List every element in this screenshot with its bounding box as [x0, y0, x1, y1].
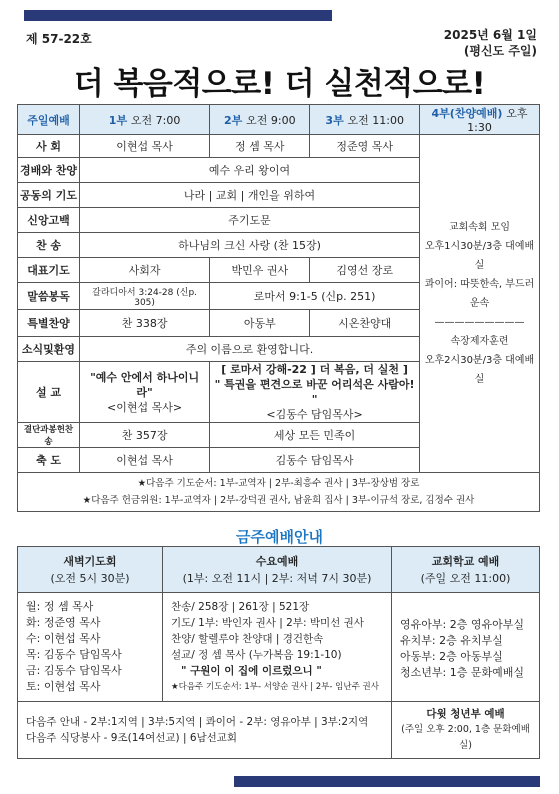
row-praise: 경배와 찬양 예수 우리 왕이여 — [18, 158, 540, 183]
page-title: 더 복음적으로! 더 실천적으로! — [73, 66, 486, 102]
row-scripture: 말씀봉독 갈라디아서 3:24-28 (신p. 305) 로마서 9:1-5 (신p. 251) — [18, 283, 540, 310]
dawn-prayer-list: 월: 정 셈 목사 화: 정준영 목사 수: 이현섭 목사 목: 김동수 담임목사 금: 김동수 담임목사 토: 이현섭 목사 — [18, 593, 163, 702]
weekly-body-row — [18, 593, 540, 702]
row-confession: 신앙고백 주기도문 — [18, 208, 540, 233]
row-footnotes — [18, 473, 540, 512]
row-welcome: 소식및환영 주의 이름으로 환영합니다. — [18, 337, 540, 362]
header-service-3: 3부 오전 11:00 — [310, 105, 420, 135]
row-offering-hymn: 결단과봉헌찬송 찬 357장 세상 모든 민족이 — [18, 423, 540, 448]
issue-number: 제 57-22호 — [26, 32, 92, 46]
row-sermon: 설 교 "예수 안에서 하나이니라" <이현섭 목사> [ 로마서 강해-22 ] 더 복음, 더 실천 ] " 특권을 편견으로 바꾼 어리석은 사람아! " <김동수 담임목사> — [18, 362, 540, 423]
youth-worship: 다윗 청년부 예배 (주일 오후 2:00, 1층 문화예배실) — [392, 702, 540, 759]
row-representative-prayer: 대표기도 사회자 박민우 권사 김영선 장로 — [18, 258, 540, 283]
weekly-worship-table — [17, 546, 540, 759]
header-sunday-worship: 주일예배 — [18, 105, 80, 135]
side-notice-cell: 교회속회 모임 오후1시30분/3층 대예배실 콰이어: 따뜻한속, 부드러운속 ————————— 속장제자훈련 오후2시30분/3층 대예배실 — [420, 135, 540, 473]
date-subtitle: (평신도 주일) — [463, 44, 537, 58]
row-common-prayer: 공동의 기도 나라 | 교회 | 개인을 위하여 — [18, 183, 540, 208]
bottom-decor-bar — [234, 776, 540, 787]
wednesday-list: 찬송/ 258장 | 261장 | 521장 기도/ 1부: 박인자 권사 | 2부: 박미선 권사 찬양/ 할렐루야 찬양대 | 경건한속 설교/ 정 셈 목사 (누가복음 19:1-10) " 구원이 이 집에 이르렀으니 " ★다음주 기도순서: 1부- 서양순 권사 | 2부- 임난주 권사 — [163, 593, 392, 702]
footnote-offering: ★다음주 헌금위원: 1부-교역자 | 2부-강덕권 권사, 남윤희 집사 | 3부-이규석 장로, 김정수 권사 — [82, 495, 475, 506]
church-school-list: 영유아부: 2층 영유아부실 유치부: 2층 유치부실 아동부: 2층 아동부실 청소년부: 1층 문화예배실 — [392, 593, 540, 702]
section-title: 금주예배안내 — [236, 528, 323, 546]
row-benediction: 축 도 이현섭 목사 김동수 담임목사 — [18, 448, 540, 473]
church-school-header: 교회학교 예배 (주일 오전 11:00) — [392, 547, 540, 593]
date-block — [444, 27, 537, 59]
header-service-2: 2부 오전 9:00 — [210, 105, 310, 135]
weekly-bottom-row — [18, 702, 540, 759]
header-service-4: 4부(찬양예배) 오후 1:30 — [420, 105, 540, 135]
row-presider: 사 회 이현섭 목사 정 셈 목사 정준영 목사 교회속회 모임 오후1시30분/3층 대예배실 콰이어: 따뜻한속, 부드러운속 ————————— 속장제자훈련 오후2시30분/3층 대예배실 — [18, 135, 540, 158]
worship-header-row — [18, 105, 540, 135]
top-decor-bar — [24, 10, 332, 21]
header-service-1: 1부 오전 7:00 — [80, 105, 210, 135]
weekly-header-row — [18, 547, 540, 593]
footnote-prayer: ★다음주 기도순서: 1부-교역자 | 2부-최흥수 권사 | 3부-장상범 장로 — [137, 478, 420, 489]
wednesday-header: 수요예배 (1부: 오전 11시 | 2부: 저녁 7시 30분) — [163, 547, 392, 593]
worship-order-table — [17, 104, 540, 512]
dawn-prayer-header: 새벽기도회 (오전 5시 30분) — [18, 547, 163, 593]
row-hymn: 찬 송 하나님의 크신 사랑 (찬 15장) — [18, 233, 540, 258]
row-special-praise: 특별찬양 찬 338장 아동부 시온찬양대 — [18, 310, 540, 337]
next-week-notice: 다음주 안내 - 2부:1지역 | 3부:5지역 | 콰이어 - 2부: 영유아부 | 3부:2지역 다음주 식당봉사 - 9조(14여선교) | 6남선교회 — [18, 702, 392, 759]
date-line: 2025년 6월 1일 — [443, 28, 537, 42]
